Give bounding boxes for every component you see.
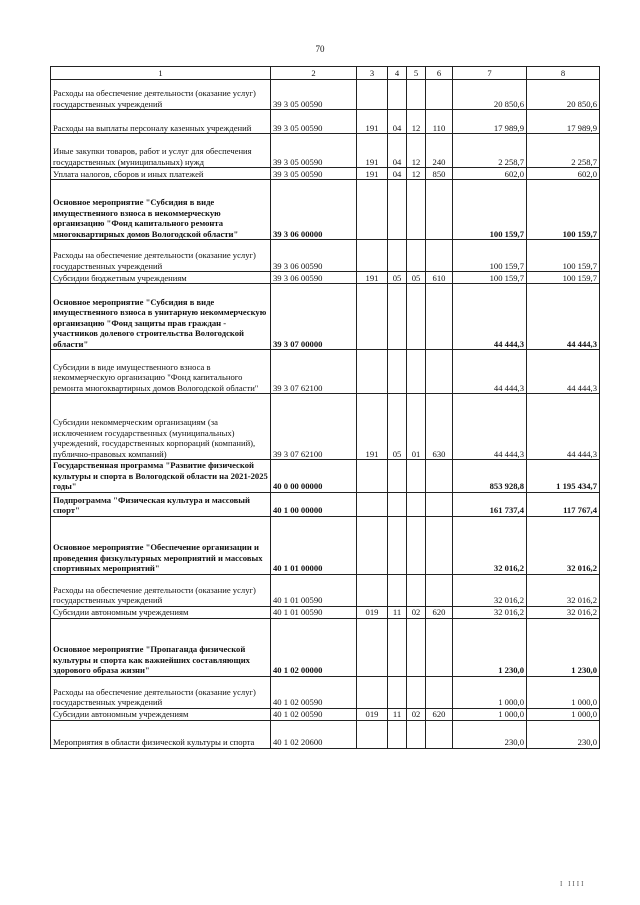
cell-c6 — [426, 284, 453, 350]
cell-c3 — [357, 574, 388, 606]
cell-c3 — [357, 180, 388, 240]
cell-c4 — [388, 516, 407, 574]
cell-c6 — [426, 676, 453, 708]
cell-c5 — [407, 460, 426, 493]
cell-v7: 2 258,7 — [453, 134, 527, 168]
cell-code: 39 3 06 00590 — [271, 272, 357, 284]
cell-c4 — [388, 574, 407, 606]
cell-v7: 32 016,2 — [453, 516, 527, 574]
cell-v8: 1 195 434,7 — [527, 460, 600, 493]
cell-c6: 620 — [426, 606, 453, 618]
table-row — [51, 492, 600, 516]
cell-code: 40 1 01 00590 — [271, 574, 357, 606]
cell-code: 40 1 02 00590 — [271, 708, 357, 720]
cell-c6: 620 — [426, 708, 453, 720]
table-row — [51, 350, 600, 394]
cell-c5: 05 — [407, 272, 426, 284]
table-row — [51, 110, 600, 134]
cell-v7: 44 444,3 — [453, 284, 527, 350]
cell-c4 — [388, 180, 407, 240]
cell-c4: 05 — [388, 394, 407, 460]
cell-name: Основное мероприятие "Пропаганда физической культуры и спорта как важнейших составляющих здорового образа жизни" — [51, 618, 271, 676]
cell-name: Подпрограмма "Физическая культура и массовый спорт" — [51, 492, 271, 516]
cell-v7: 602,0 — [453, 168, 527, 180]
cell-c6 — [426, 460, 453, 493]
cell-c6 — [426, 350, 453, 394]
cell-c3: 191 — [357, 272, 388, 284]
table-row — [51, 272, 600, 284]
header-cell: 2 — [271, 67, 357, 80]
cell-c5 — [407, 180, 426, 240]
cell-c6: 240 — [426, 134, 453, 168]
cell-v7: 100 159,7 — [453, 272, 527, 284]
cell-v7: 100 159,7 — [453, 240, 527, 272]
cell-c4: 11 — [388, 708, 407, 720]
cell-name: Субсидии автономным учреждениям — [51, 708, 271, 720]
cell-c4 — [388, 80, 407, 110]
cell-v8: 1 000,0 — [527, 708, 600, 720]
cell-v7: 20 850,6 — [453, 80, 527, 110]
cell-c6 — [426, 180, 453, 240]
cell-c4 — [388, 350, 407, 394]
header-cell: 3 — [357, 67, 388, 80]
cell-code: 39 3 07 62100 — [271, 350, 357, 394]
cell-c5: 01 — [407, 394, 426, 460]
cell-v8: 1 000,0 — [527, 676, 600, 708]
cell-v7: 161 737,4 — [453, 492, 527, 516]
cell-c3: 019 — [357, 606, 388, 618]
cell-c5 — [407, 80, 426, 110]
cell-name: Субсидии автономным учреждениям — [51, 606, 271, 618]
cell-c5 — [407, 240, 426, 272]
budget-table — [50, 66, 600, 749]
table-body — [51, 80, 600, 749]
cell-v7: 1 230,0 — [453, 618, 527, 676]
cell-c5 — [407, 720, 426, 748]
cell-name: Основное мероприятие "Субсидия в виде имущественного взноса в унитарную некоммерческую организацию "Фонд защиты прав граждан - участников долевого строительства Вологодской области" — [51, 284, 271, 350]
cell-c5 — [407, 284, 426, 350]
cell-c3: 191 — [357, 168, 388, 180]
cell-name: Субсидии некоммерческим организациям (за исключением государственных (муниципальных) учреждений, государственных корпораций (компаний), публично-правовых компаний) — [51, 394, 271, 460]
table-header-row — [51, 67, 600, 80]
cell-c4 — [388, 284, 407, 350]
table-row — [51, 80, 600, 110]
cell-name: Расходы на обеспечение деятельности (оказание услуг) государственных учреждений — [51, 574, 271, 606]
cell-c4 — [388, 460, 407, 493]
cell-c6: 630 — [426, 394, 453, 460]
cell-c3: 019 — [357, 708, 388, 720]
cell-name: Расходы на обеспечение деятельности (оказание услуг) государственных учреждений — [51, 676, 271, 708]
cell-c5 — [407, 574, 426, 606]
cell-c5: 12 — [407, 168, 426, 180]
cell-c4 — [388, 618, 407, 676]
header-cell: 4 — [388, 67, 407, 80]
cell-v7: 44 444,3 — [453, 350, 527, 394]
cell-v8: 44 444,3 — [527, 394, 600, 460]
cell-name: Расходы на обеспечение деятельности (оказание услуг) государственных учреждений — [51, 240, 271, 272]
cell-code: 39 3 05 00590 — [271, 110, 357, 134]
table-row — [51, 394, 600, 460]
cell-v8: 230,0 — [527, 720, 600, 748]
cell-c5: 02 — [407, 606, 426, 618]
cell-code: 40 0 00 00000 — [271, 460, 357, 493]
table-row — [51, 720, 600, 748]
cell-v7: 1 000,0 — [453, 708, 527, 720]
cell-c3 — [357, 350, 388, 394]
cell-v8: 1 230,0 — [527, 618, 600, 676]
cell-v8: 100 159,7 — [527, 240, 600, 272]
cell-c4 — [388, 676, 407, 708]
table-row — [51, 618, 600, 676]
cell-v8: 17 989,9 — [527, 110, 600, 134]
cell-c3 — [357, 516, 388, 574]
cell-name: Расходы на обеспечение деятельности (оказание услуг) государственных учреждений — [51, 80, 271, 110]
cell-v8: 44 444,3 — [527, 284, 600, 350]
table-row — [51, 606, 600, 618]
header-cell: 6 — [426, 67, 453, 80]
cell-name: Мероприятия в области физической культуры и спорта — [51, 720, 271, 748]
cell-c5 — [407, 516, 426, 574]
cell-code: 40 1 01 00000 — [271, 516, 357, 574]
cell-v7: 32 016,2 — [453, 574, 527, 606]
page-number: 70 — [315, 44, 325, 54]
cell-code: 40 1 02 00590 — [271, 676, 357, 708]
cell-code: 39 3 06 00590 — [271, 240, 357, 272]
cell-c6 — [426, 574, 453, 606]
table-row — [51, 284, 600, 350]
header-cell: 1 — [51, 67, 271, 80]
cell-c3: 191 — [357, 110, 388, 134]
cell-name: Государственная программа "Развитие физической культуры и спорта в Вологодской области на 2021-2025 годы" — [51, 460, 271, 493]
cell-v8: 32 016,2 — [527, 574, 600, 606]
table-row — [51, 168, 600, 180]
table-row — [51, 134, 600, 168]
cell-c5 — [407, 618, 426, 676]
cell-c6 — [426, 720, 453, 748]
cell-code: 39 3 07 00000 — [271, 284, 357, 350]
cell-c4 — [388, 492, 407, 516]
table-row — [51, 240, 600, 272]
cell-c4: 04 — [388, 110, 407, 134]
cell-v7: 44 444,3 — [453, 394, 527, 460]
cell-c3 — [357, 460, 388, 493]
cell-v8: 100 159,7 — [527, 180, 600, 240]
cell-v7: 17 989,9 — [453, 110, 527, 134]
cell-c3 — [357, 240, 388, 272]
cell-v7: 230,0 — [453, 720, 527, 748]
cell-c3 — [357, 492, 388, 516]
cell-v8: 44 444,3 — [527, 350, 600, 394]
cell-c5 — [407, 676, 426, 708]
cell-c6 — [426, 80, 453, 110]
cell-code: 39 3 05 00590 — [271, 168, 357, 180]
header-cell: 5 — [407, 67, 426, 80]
cell-c3 — [357, 284, 388, 350]
table-row — [51, 708, 600, 720]
cell-code: 40 1 01 00590 — [271, 606, 357, 618]
cell-c4: 04 — [388, 134, 407, 168]
cell-name: Субсидии в виде имущественного взноса в некоммерческую организацию "Фонд капитального ремонта многоквартирных домов Вологодской области" — [51, 350, 271, 394]
cell-c6: 850 — [426, 168, 453, 180]
table-row — [51, 516, 600, 574]
cell-c5: 12 — [407, 110, 426, 134]
cell-c3: 191 — [357, 134, 388, 168]
cell-c3 — [357, 720, 388, 748]
cell-c3 — [357, 618, 388, 676]
cell-c6 — [426, 618, 453, 676]
cell-c5 — [407, 350, 426, 394]
cell-v7: 853 928,8 — [453, 460, 527, 493]
cell-v7: 100 159,7 — [453, 180, 527, 240]
cell-c6 — [426, 240, 453, 272]
cell-name: Основное мероприятие "Обеспечение организации и проведения физкультурных мероприятий и массовых спортивных мероприятий" — [51, 516, 271, 574]
cell-v8: 602,0 — [527, 168, 600, 180]
cell-name: Субсидии бюджетным учреждениям — [51, 272, 271, 284]
cell-v7: 1 000,0 — [453, 676, 527, 708]
cell-code: 39 3 07 62100 — [271, 394, 357, 460]
cell-code: 39 3 05 00590 — [271, 134, 357, 168]
cell-c6: 610 — [426, 272, 453, 284]
cell-code: 40 1 02 20600 — [271, 720, 357, 748]
cell-code: 39 3 05 00590 — [271, 80, 357, 110]
cell-v8: 20 850,6 — [527, 80, 600, 110]
cell-c4 — [388, 240, 407, 272]
cell-c4: 04 — [388, 168, 407, 180]
cell-v7: 32 016,2 — [453, 606, 527, 618]
cell-c6 — [426, 492, 453, 516]
cell-c3 — [357, 676, 388, 708]
header-cell: 7 — [453, 67, 527, 80]
cell-code: 39 3 06 00000 — [271, 180, 357, 240]
cell-v8: 32 016,2 — [527, 516, 600, 574]
cell-name: Расходы на выплаты персоналу казенных учреждений — [51, 110, 271, 134]
cell-c4: 11 — [388, 606, 407, 618]
cell-c5: 12 — [407, 134, 426, 168]
cell-code: 40 1 02 00000 — [271, 618, 357, 676]
table-row — [51, 574, 600, 606]
cell-c6: 110 — [426, 110, 453, 134]
table-row — [51, 180, 600, 240]
cell-c3 — [357, 80, 388, 110]
cell-c4 — [388, 720, 407, 748]
cell-v8: 32 016,2 — [527, 606, 600, 618]
cell-name: Уплата налогов, сборов и иных платежей — [51, 168, 271, 180]
cell-v8: 100 159,7 — [527, 272, 600, 284]
table-row — [51, 460, 600, 493]
cell-code: 40 1 00 00000 — [271, 492, 357, 516]
cell-v8: 117 767,4 — [527, 492, 600, 516]
cell-c5 — [407, 492, 426, 516]
table-row — [51, 676, 600, 708]
cell-name: Основное мероприятие "Субсидия в виде имущественного взноса в некоммерческую организацию "Фонд капитального ремонта многоквартирных домов Вологодской области" — [51, 180, 271, 240]
footer-mark: I IIII — [560, 880, 586, 888]
cell-c4: 05 — [388, 272, 407, 284]
cell-c6 — [426, 516, 453, 574]
cell-c5: 02 — [407, 708, 426, 720]
cell-name: Иные закупки товаров, работ и услуг для обеспечения государственных (муниципальных) нужд — [51, 134, 271, 168]
cell-c3: 191 — [357, 394, 388, 460]
cell-v8: 2 258,7 — [527, 134, 600, 168]
header-cell: 8 — [527, 67, 600, 80]
